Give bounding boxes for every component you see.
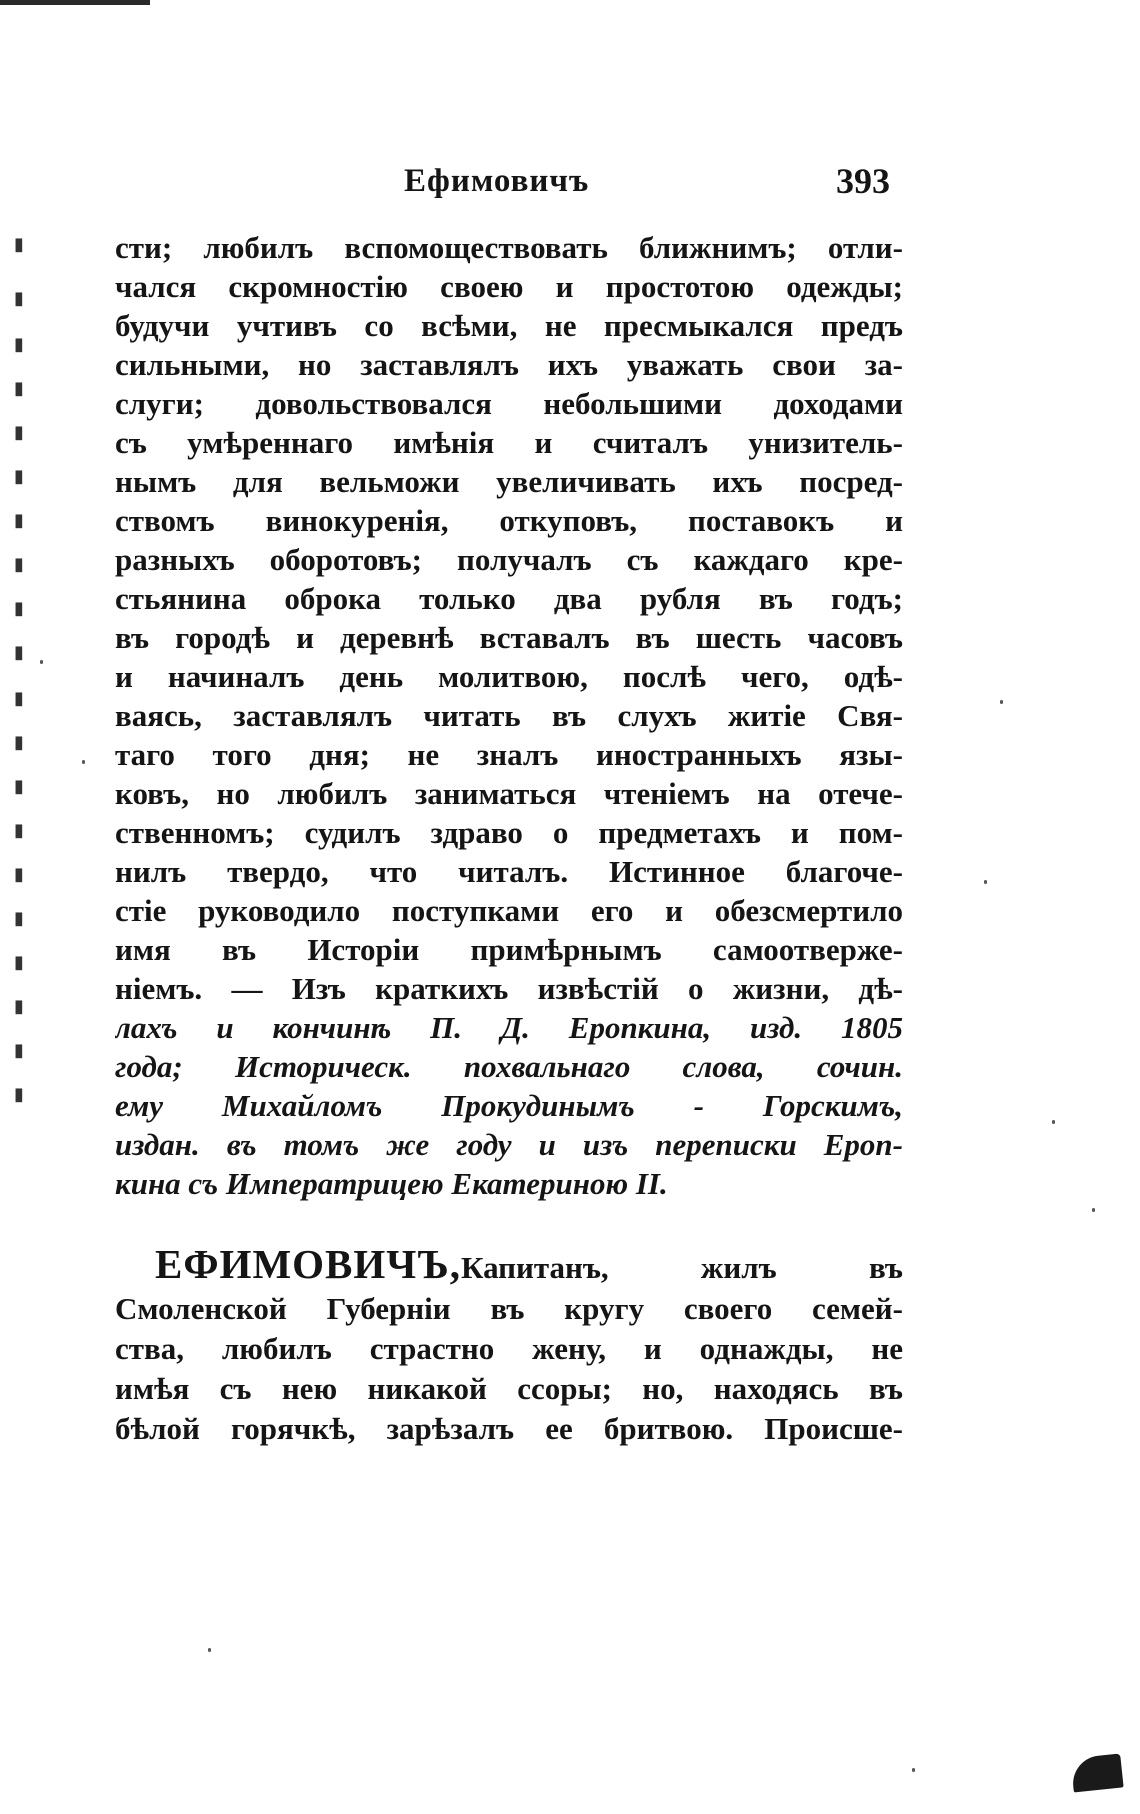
margin-show-through-mark: ▮ [14, 1040, 24, 1061]
entry-line-1: Смоленской Губерніи въ кругу своего семей- [115, 1291, 903, 1326]
body-line-19: имя въ Исторіи примѣрнымъ самоотверже- [115, 932, 903, 967]
body-line-4: сильными, но заставлялъ ихъ уважать свои за- [115, 347, 903, 382]
scan-speck [82, 760, 85, 764]
margin-show-through-mark: ▮ [14, 466, 24, 487]
scan-speck [1092, 1208, 1095, 1212]
body-line-20: ніемъ. — Изъ краткихъ извѣстій о жизни, дѣ- [115, 971, 903, 1006]
body-line-15: ковъ, но любилъ заниматься чтеніемъ на отече- [115, 776, 903, 811]
body-line-16: ственномъ; судилъ здраво о предметахъ и пом- [115, 815, 903, 850]
body-line-13: ваясь, заставлялъ читать въ слухъ житіе Свя- [115, 698, 903, 733]
margin-show-through-mark: ▮ [14, 510, 24, 531]
entry-line-2: ства, любилъ страстно жену, и однажды, не [115, 1331, 903, 1366]
scan-speck [40, 660, 43, 664]
body-line-24: издан. въ томъ же году и изъ переписки Ероп- [115, 1127, 903, 1162]
page-number: 393 [836, 161, 890, 201]
entry-headword: ЕФИМОВИЧЪ, [155, 1241, 461, 1287]
margin-show-through-mark: ▮ [14, 732, 24, 753]
body-line-9: разныхъ оборотовъ; получалъ съ каждаго кре- [115, 542, 903, 577]
body-line-7: нымъ для вельможи увеличивать ихъ посред- [115, 464, 903, 499]
body-line-6 [115, 424, 903, 462]
body-line-14: таго того дня; не зналъ иностранныхъ язы- [115, 737, 903, 772]
entry-line-3: имѣя съ нею никакой ссоры; но, находясь въ [115, 1371, 903, 1406]
body-line-25: кина съ Императрицею Екатериною II. [115, 1166, 668, 1201]
scan-speck [984, 880, 987, 884]
entry-line-4: бѣлой горячкѣ, зарѣзалъ ее бритвою. Происше- [115, 1411, 903, 1446]
body-line-10: стьянина оброка только два рубля въ годъ; [115, 581, 903, 616]
margin-show-through-mark: ▮ [14, 996, 24, 1017]
body-line-8: ствомъ винокуренія, откуповъ, поставокъ и [115, 503, 903, 538]
margin-show-through-mark: ▮ [14, 864, 24, 885]
body-line-17: нилъ твердо, что читалъ. Истинное благоче- [115, 854, 903, 889]
running-head: Ефимовичъ [404, 163, 590, 199]
body-line-6-text: съ умѣреннаго имѣнія и считалъ унизитель- [115, 425, 903, 460]
top-edge-rule [0, 0, 150, 5]
body-line-18: стіе руководило поступками его и обезсмертило [115, 893, 903, 928]
margin-show-through-mark: ▮ [14, 1084, 24, 1105]
entry-first-line-rest: Капитанъ, жилъ въ [461, 1250, 903, 1285]
body-line-11: въ городѣ и деревнѣ вставалъ въ шесть часовъ [115, 620, 903, 655]
margin-show-through-mark: ▮ [14, 952, 24, 973]
body-line-2: чался скромностію своею и простотою одежды; [115, 269, 903, 304]
margin-show-through-mark: ▮ [14, 554, 24, 575]
body-line-12: и начиналъ день молитвою, послѣ чего, одѣ- [115, 659, 903, 694]
scan-speck [208, 1648, 211, 1652]
scan-speck [1052, 1120, 1055, 1124]
body-line-21: лахъ и кончинѣ П. Д. Еропкина, изд. 1805 [115, 1010, 903, 1045]
margin-show-through-mark: ▮ [14, 422, 24, 443]
body-line-23: ему Михайломъ Прокудинымъ - Горскимъ, [115, 1088, 903, 1123]
margin-show-through-mark: ▮ [14, 234, 24, 255]
margin-show-through-mark: ▮ [14, 688, 24, 709]
ink-blot [1070, 1753, 1123, 1792]
scan-speck [1000, 700, 1003, 704]
scan-speck [912, 1768, 915, 1772]
margin-show-through-mark: ▮ [14, 776, 24, 797]
margin-show-through-mark: ▮ [14, 334, 24, 355]
margin-show-through-mark: ▮ [14, 598, 24, 619]
body-line-1: сти; любилъ вспомоществовать ближнимъ; отли- [115, 230, 903, 265]
margin-show-through-mark: ▮ [14, 288, 24, 309]
margin-show-through-mark: ▮ [14, 820, 24, 841]
margin-show-through-mark: ▮ [14, 642, 24, 663]
body-line-3: будучи учтивъ со всѣми, не пресмыкался предъ [115, 308, 903, 343]
body-line-22: года; Историческ. похвальнаго слова, сочин. [115, 1049, 903, 1084]
body-line-5: слуги; довольствовался небольшими доходами [115, 386, 903, 421]
entry-first-line [155, 1240, 903, 1288]
margin-show-through-mark: ▮ [14, 908, 24, 929]
margin-show-through-mark: ▮ [14, 378, 24, 399]
